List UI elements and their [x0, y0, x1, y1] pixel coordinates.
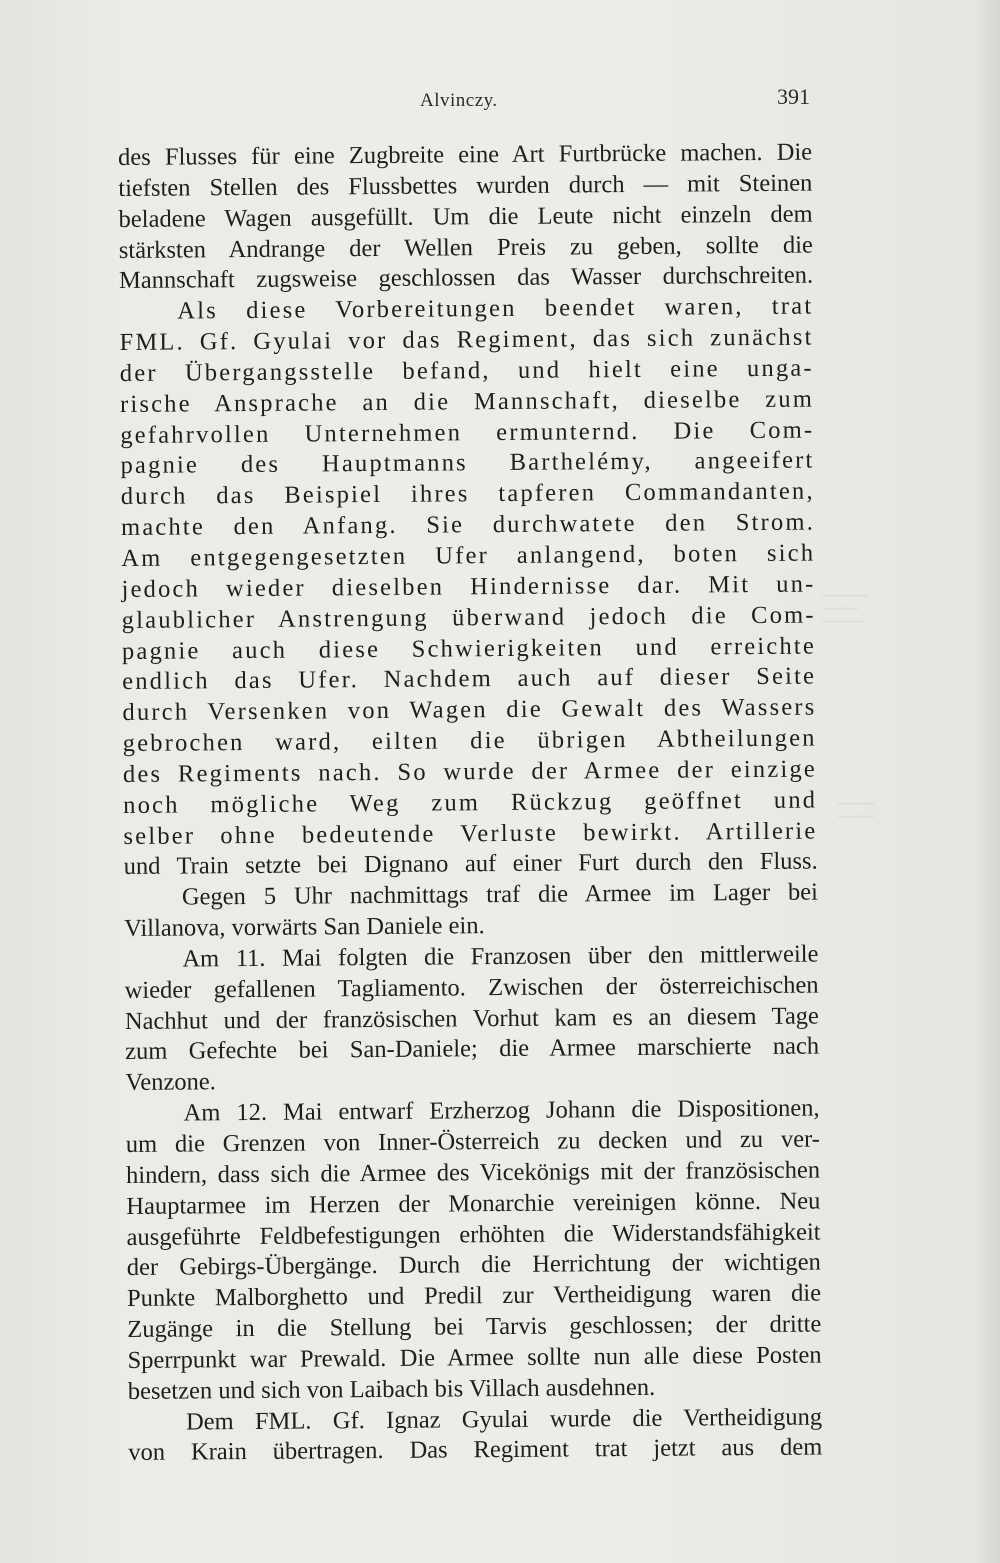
text-line: endlich das Ufer. Nachdem auch auf dieser Seite — [122, 662, 817, 696]
text-line: noch mögliche Weg zum Rückzug geöffnet und — [123, 786, 818, 819]
text-line: Hauptarmee im Herzen der Monarchie vereinigen könne. Neu — [126, 1187, 821, 1220]
text-line: von Krain übertragen. Das Regiment trat jetzt aus dem — [128, 1433, 823, 1467]
text-line: zum Gefechte bei San-Daniele; die Armee marschierte nach — [125, 1032, 820, 1066]
text-line: besetzen und sich von Laibach bis Villach ausdehnen. — [127, 1373, 656, 1405]
text-line: Nachhut und der französischen Vorhut kam es an diesem Tage — [124, 1002, 819, 1035]
text-line: tiefsten Stellen des Flussbettes wurden durch — mit Steinen — [118, 169, 813, 202]
text-line: Als diese Vorbereitungen beendet waren, trat — [177, 292, 814, 325]
text-line: Sperrpunkt war Prewald. Die Armee sollte nun alle diese Posten — [127, 1341, 822, 1374]
text-line: ausgeführte Feldbefestigungen erhöhten die Widerstandsfähigkeit — [126, 1218, 821, 1251]
page-edge-shadow — [975, 0, 1000, 1563]
text-line: Am entgegengesetzten Ufer anlangend, boten sich — [121, 539, 816, 572]
text-line: hindern, dass sich die Armee des Vicekönigs mit der französischen — [126, 1156, 821, 1189]
text-line: Punkte Malborghetto und Predil zur Vertheidigung waren die — [126, 1279, 822, 1313]
bleed-through-marginal-note: ~~~~~~ ~~~~~~ — [838, 798, 874, 823]
text-line: um die Grenzen von Inner-Österreich zu decken und zu ver- — [125, 1125, 820, 1158]
text-line: Mannschaft zugsweise geschlossen das Wasser durchschreiten. — [118, 261, 814, 295]
text-line: pagnie des Hauptmanns Barthelémy, angeeifert — [120, 446, 815, 480]
page-header — [120, 84, 810, 116]
text-line: des Regiments nach. So wurde der Armee der einzige — [122, 755, 818, 788]
text-line: beladene Wagen ausgefüllt. Um die Leute nicht einzeln dem — [118, 200, 813, 233]
bleed-through-marginal-note: ~~~~~~~~ ~~~~~~ ~~~~~~~ — [822, 590, 870, 628]
text-line: Gegen 5 Uhr nachmittags traf die Armee im Lager bei — [181, 878, 819, 911]
body-text — [118, 138, 822, 1470]
text-line: Venzone. — [125, 1068, 216, 1097]
text-line: selber ohne bedeutende Verluste bewirkt. Artillerie — [123, 817, 818, 850]
text-line: wieder gefallenen Tagliamento. Zwischen der österreichischen — [124, 971, 819, 1004]
text-line: stärksten Andrange der Wellen Preis zu geben, sollte die — [118, 231, 813, 264]
text-line: durch Versenken von Wagen die Gewalt des Wassers — [122, 693, 817, 727]
text-line: jedoch wieder dieselben Hindernisse dar. Mit un- — [121, 570, 816, 603]
text-line: der Gebirgs-Übergänge. Durch die Herrichtung der wichtigen — [126, 1248, 821, 1282]
running-head: Alvinczy. — [420, 90, 498, 111]
text-line: gefahrvollen Unternehmen ermunternd. Die Com- — [120, 416, 815, 449]
text-line: Am 11. Mai folgten die Franzosen über den mittlerweile — [182, 940, 819, 973]
text-line: glaublicher Anstrengung überwand jedoch die Com- — [121, 601, 816, 634]
text-line: der Übergangsstelle befand, und hielt eine unga- — [119, 354, 814, 387]
text-line: Villanova, vorwärts San Daniele ein. — [124, 912, 485, 943]
text-line: und Train setzte bei Dignano auf einer Furt durch den Fluss. — [123, 847, 818, 881]
text-line: pagnie auch diese Schwierigkeiten und erreichte — [121, 632, 817, 665]
text-line: FML. Gf. Gyulai vor das Regiment, das sich zunächst — [119, 323, 814, 357]
text-line: Dem FML. Gf. Ignaz Gyulai wurde die Vertheidigung — [185, 1403, 823, 1436]
text-line: Zugänge in die Stellung bei Tarvis geschlossen; der dritte — [127, 1310, 822, 1344]
text-line: gebrochen ward, eilten die übrigen Abtheilungen — [122, 724, 817, 758]
text-line: rische Ansprache an die Mannschaft, dieselbe zum — [119, 385, 815, 418]
text-line: des Flusses für eine Zugbreite eine Art Furtbrücke machen. Die — [118, 138, 813, 171]
page-number: 391 — [777, 84, 810, 109]
text-line: machte den Anfang. Sie durchwatete den Strom. — [120, 508, 816, 542]
text-line: durch das Beispiel ihres tapferen Commandanten, — [120, 477, 815, 511]
text-line: Am 12. Mai entwarf Erzherzog Johann die Dispositionen, — [183, 1094, 820, 1127]
